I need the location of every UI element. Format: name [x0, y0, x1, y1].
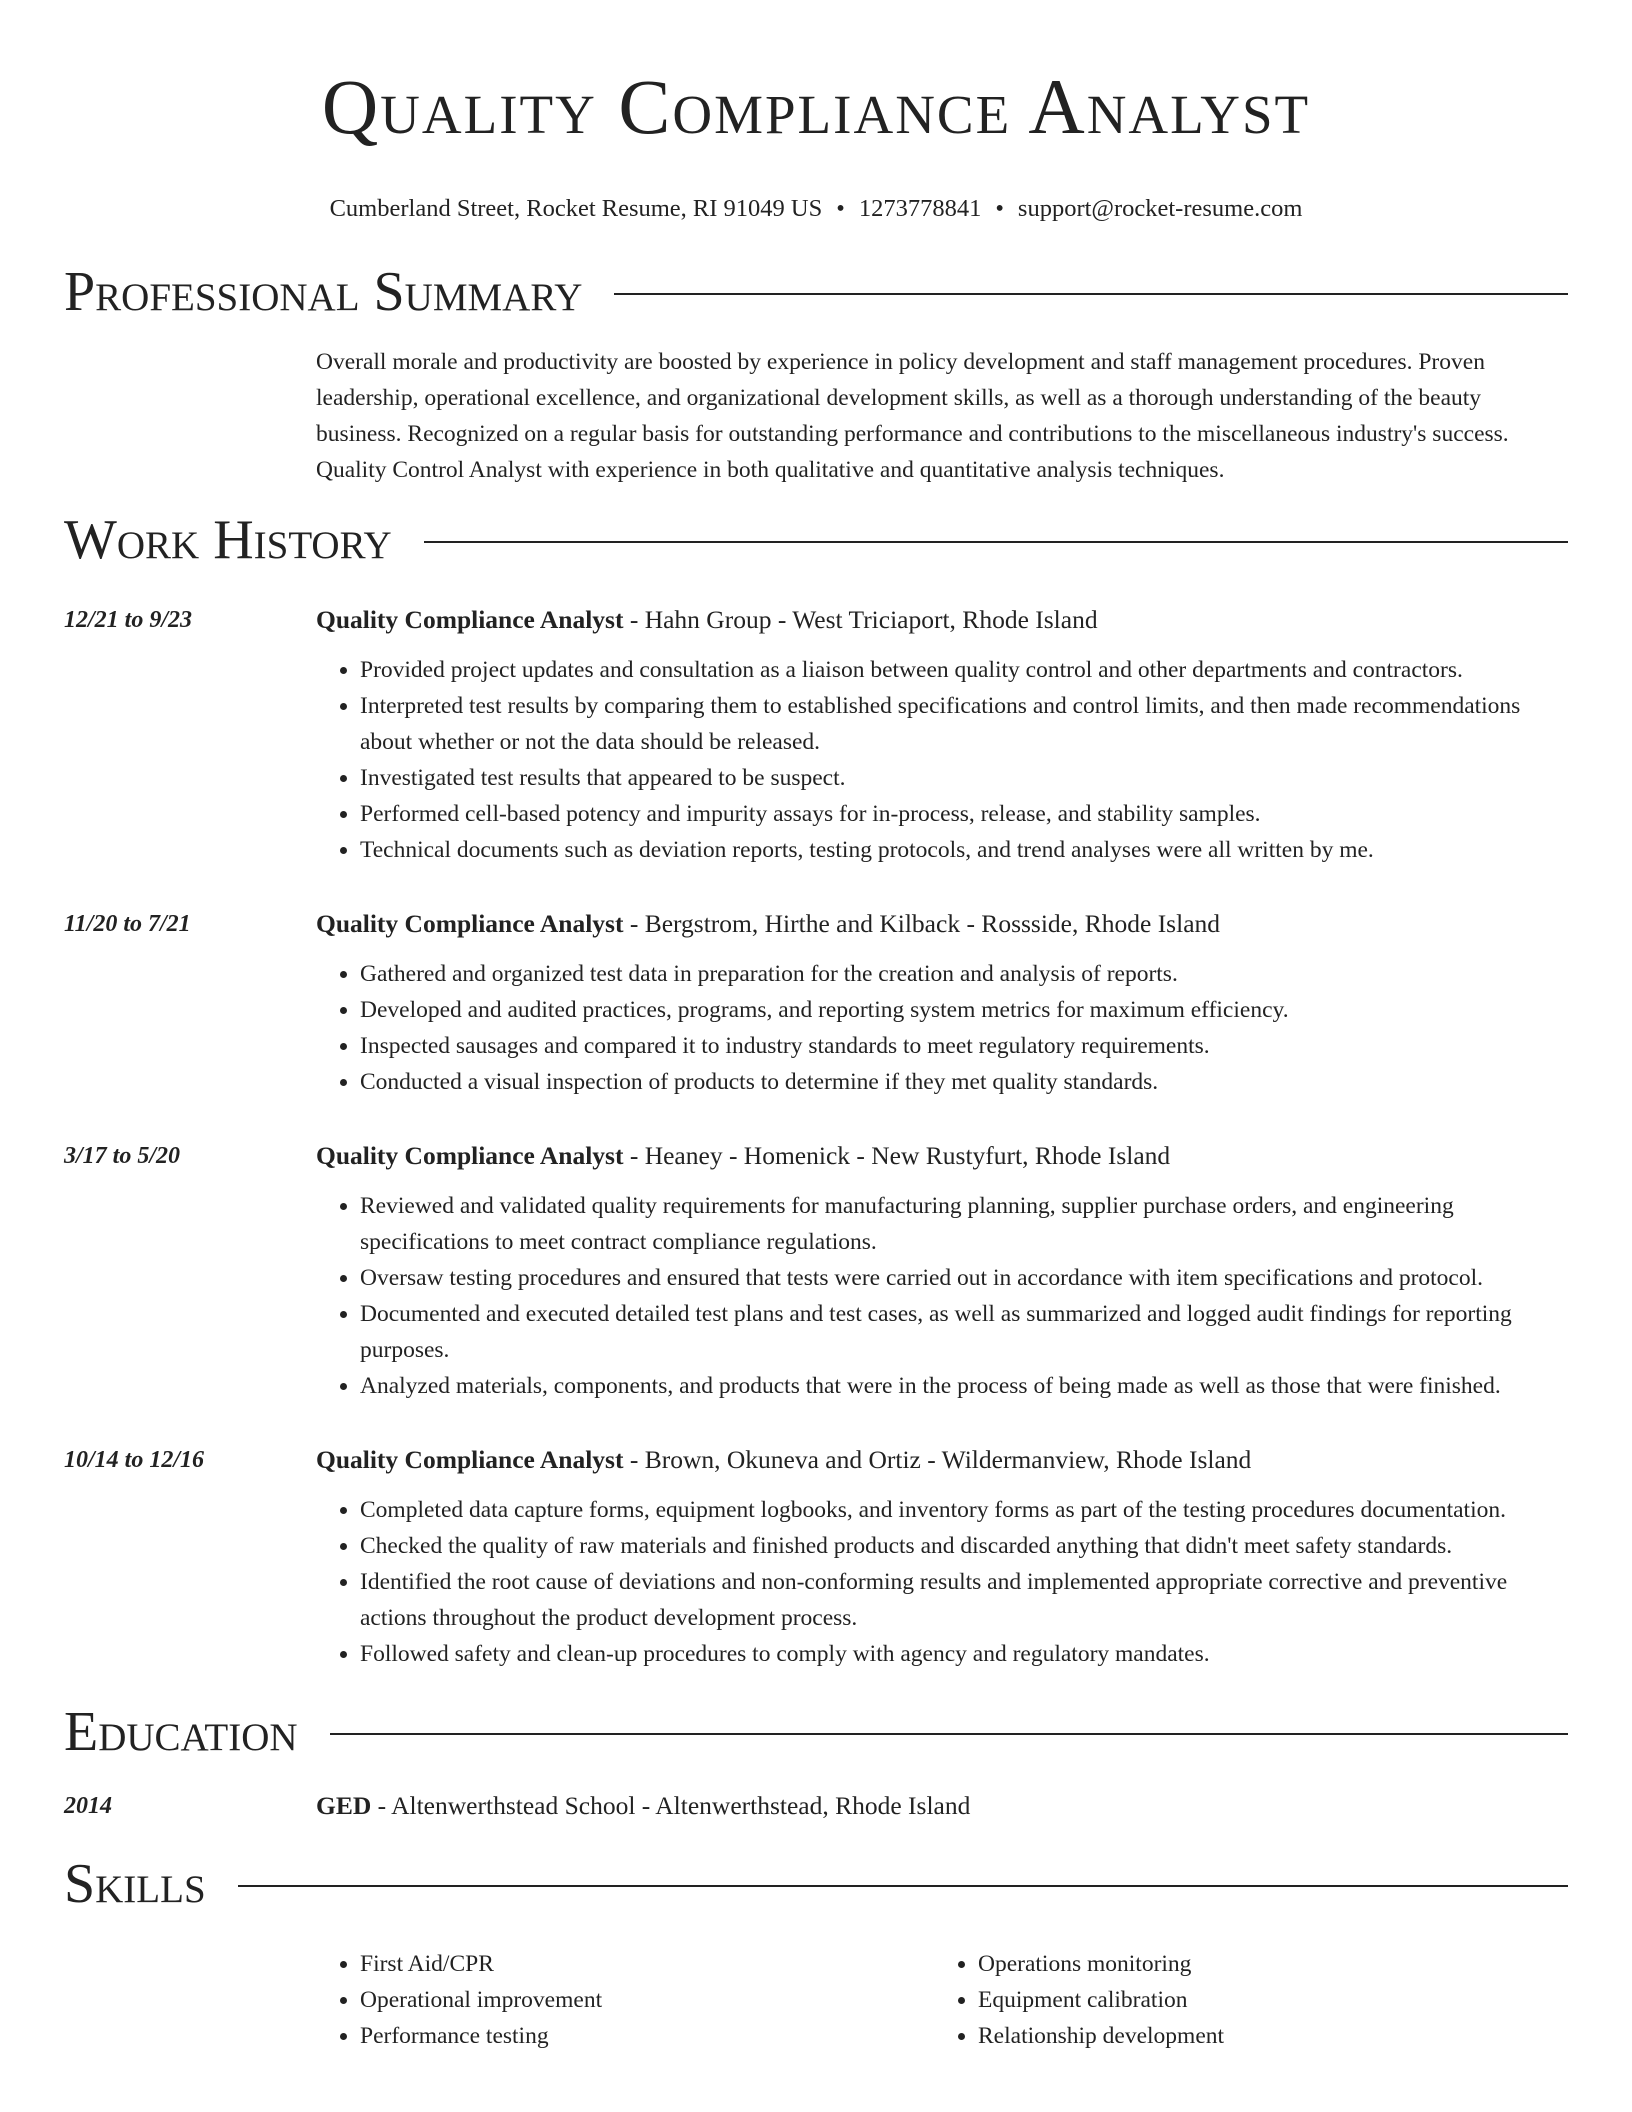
- skills-column-right: [934, 1946, 1568, 2054]
- skill-item: • Relationship development: [978, 2018, 1568, 2054]
- job-title: Quality Compliance Analyst: [316, 1141, 624, 1170]
- job-bullets: [316, 1188, 1568, 1404]
- job-bullet: • Oversaw testing procedures and ensured that tests were carried out in accordance with item specifications and protocol.: [360, 1260, 1568, 1296]
- education-headline: [316, 1788, 1568, 1824]
- job-bullet: • Gathered and organized test data in preparation for the creation and analysis of reports.: [360, 956, 1568, 992]
- job-headline: [316, 1138, 1568, 1174]
- job-entry: [64, 1138, 1568, 1404]
- job-bullet: • Completed data capture forms, equipment logbooks, and inventory forms as part of the testing procedures documentation.: [360, 1492, 1568, 1528]
- job-content: [316, 602, 1568, 868]
- skill-item: • First Aid/CPR: [360, 1946, 934, 1982]
- job-bullets: [316, 956, 1568, 1100]
- job-dates: 12/21 to 9/23: [64, 607, 193, 633]
- skill-item: • Performance testing: [360, 2018, 934, 2054]
- job-bullets: [316, 652, 1568, 868]
- job-bullets: [316, 1492, 1568, 1672]
- section-title-education: Education: [64, 1701, 298, 1763]
- phone: 1273778841: [858, 195, 982, 222]
- section-divider: [614, 293, 1568, 295]
- education-content: [316, 1788, 1568, 1824]
- address: Cumberland Street, Rocket Resume, RI 91049 US: [329, 195, 823, 222]
- education-year: 2014: [64, 1793, 112, 1819]
- separator-dot: •: [995, 195, 1004, 222]
- education-details: - Altenwerthstead School - Altenwerthstead, Rhode Island: [371, 1791, 971, 1820]
- job-dates: 3/17 to 5/20: [64, 1143, 181, 1169]
- job-content: [316, 1138, 1568, 1404]
- job-bullet: • Conducted a visual inspection of products to determine if they met quality standards.: [360, 1064, 1568, 1100]
- job-entry: [64, 602, 1568, 868]
- job-bullet: • Provided project updates and consultation as a liaison between quality control and other departments and contractors.: [360, 652, 1568, 688]
- skill-item: • Operations monitoring: [978, 1946, 1568, 1982]
- job-bullet: • Checked the quality of raw materials and finished products and discarded anything that didn't meet safety standards.: [360, 1528, 1568, 1564]
- summary-section-heading: [64, 260, 1568, 324]
- job-entry: [64, 1442, 1568, 1672]
- job-bullet: • Interpreted test results by comparing them to established specifications and control limits, and then made recommendations about whether or not the data should be released.: [360, 688, 1568, 760]
- job-bullet: • Technical documents such as deviation reports, testing protocols, and trend analyses were all written by me.: [360, 832, 1568, 868]
- section-title-work: Work History: [64, 509, 392, 571]
- job-content: [316, 906, 1568, 1100]
- education-degree: GED: [316, 1791, 372, 1820]
- section-divider: [238, 1885, 1568, 1887]
- education-entry: [64, 1788, 1568, 1824]
- section-title-skills: Skills: [64, 1853, 206, 1915]
- job-headline: [316, 906, 1568, 942]
- job-content: [316, 1442, 1568, 1672]
- skill-item: • Operational improvement: [360, 1982, 934, 2018]
- work-history-list: [0, 602, 1632, 1672]
- job-dates: 11/20 to 7/21: [64, 911, 191, 937]
- skill-item: • Equipment calibration: [978, 1982, 1568, 2018]
- job-title: Quality Compliance Analyst: [316, 1445, 624, 1474]
- skills-list: [316, 1946, 1568, 2054]
- job-title: Quality Compliance Analyst: [316, 605, 624, 634]
- job-entry: [64, 906, 1568, 1100]
- job-bullet: • Developed and audited practices, programs, and reporting system metrics for maximum efficiency.: [360, 992, 1568, 1028]
- job-details: - Hahn Group - West Triciaport, Rhode Island: [623, 605, 1098, 634]
- skills-section-heading: [64, 1852, 1568, 1916]
- job-title: Quality Compliance Analyst: [316, 909, 624, 938]
- job-bullet: • Identified the root cause of deviations and non-conforming results and implemented appropriate corrective and preventive actions throughout the product development process.: [360, 1564, 1568, 1636]
- education-section-heading: [64, 1700, 1568, 1764]
- email-link[interactable]: support@rocket-resume.com: [1017, 195, 1303, 222]
- contact-line: [0, 194, 1632, 224]
- job-bullet: • Documented and executed detailed test plans and test cases, as well as summarized and logged audit findings for reporting purposes.: [360, 1296, 1568, 1368]
- job-bullet: • Analyzed materials, components, and products that were in the process of being made as well as those that were finished.: [360, 1368, 1568, 1404]
- summary-text: Overall morale and productivity are boosted by experience in policy development and staff management procedures. Proven leadership, operational excellence, and organizational development skills, as well as a thorough understanding of the beauty business. Recognized on a regular basis for outstanding performance and contributions to the miscellaneous industry's success. Quality Control Analyst with experience in both qualitative and quantitative analysis techniques.: [316, 349, 1509, 483]
- skills-column-left: [316, 1946, 934, 2054]
- job-headline: [316, 602, 1568, 638]
- job-dates: 10/14 to 12/16: [64, 1447, 205, 1473]
- job-bullet: • Reviewed and validated quality requirements for manufacturing planning, supplier purchase orders, and engineering specifications to meet contract compliance regulations.: [360, 1188, 1568, 1260]
- section-divider: [330, 1733, 1568, 1735]
- section-title-summary: Professional Summary: [64, 261, 583, 323]
- job-details: - Heaney - Homenick - New Rustyfurt, Rhode Island: [623, 1141, 1171, 1170]
- section-divider: [424, 541, 1568, 543]
- job-details: - Bergstrom, Hirthe and Kilback - Rossside, Rhode Island: [623, 909, 1221, 938]
- resume-title: Quality Compliance Analyst: [321, 63, 1311, 150]
- job-headline: [316, 1442, 1568, 1478]
- job-bullet: • Performed cell-based potency and impurity assays for in-process, release, and stability samples.: [360, 796, 1568, 832]
- separator-dot: •: [836, 195, 845, 222]
- job-bullet: • Investigated test results that appeared to be suspect.: [360, 760, 1568, 796]
- job-details: - Brown, Okuneva and Ortiz - Wildermanview, Rhode Island: [623, 1445, 1252, 1474]
- job-bullet: • Followed safety and clean-up procedures to comply with agency and regulatory mandates.: [360, 1636, 1568, 1672]
- work-section-heading: [64, 508, 1568, 572]
- job-bullet: • Inspected sausages and compared it to industry standards to meet regulatory requirements.: [360, 1028, 1568, 1064]
